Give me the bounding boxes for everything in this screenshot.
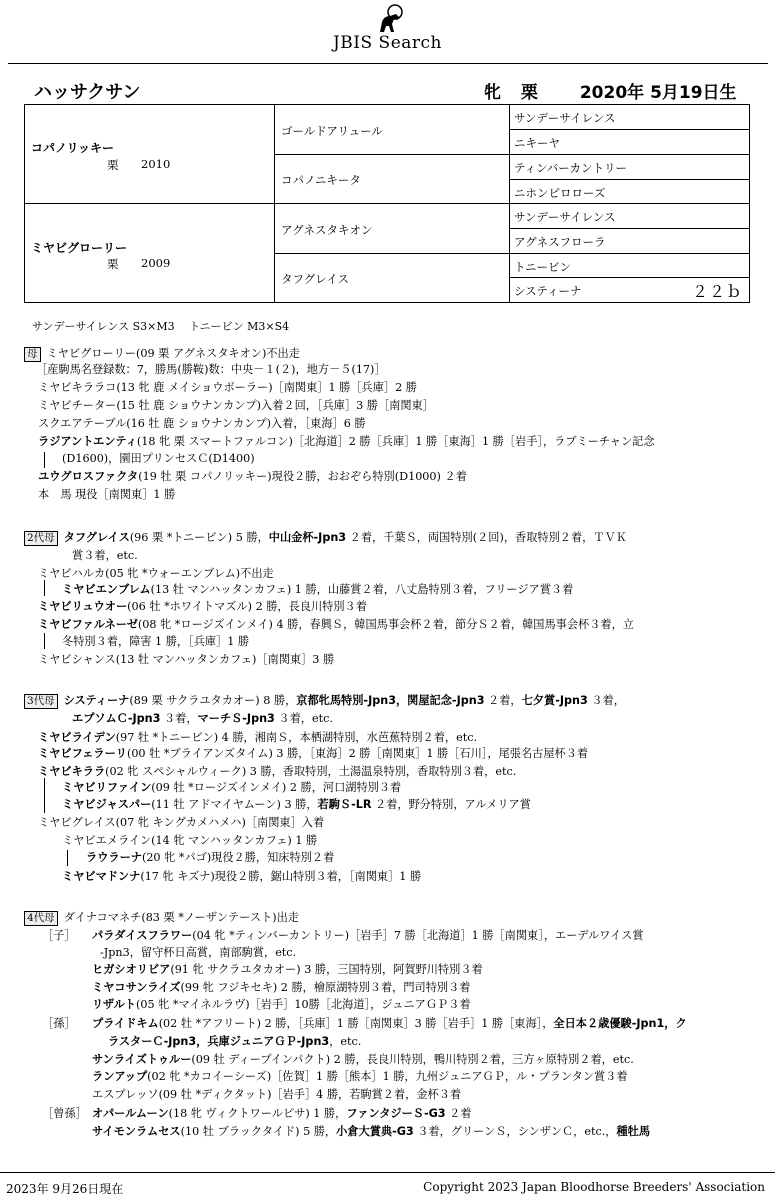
bold-text: 中山金杯-Jpn3 xyxy=(268,531,347,544)
record-line xyxy=(38,617,634,633)
horse-birth: 2020年 5月19日生 xyxy=(579,83,737,103)
bold-text: ミヤビリファイン xyxy=(62,781,152,794)
bold-text: 七夕賞-Jpn3 xyxy=(521,694,588,707)
g3-cell xyxy=(510,204,749,229)
generation-tag: 3代母 xyxy=(24,694,58,709)
record-text: ミヤビハルカ(05 牝 *ウォーエンブレム)不出走 xyxy=(38,567,274,580)
record-line xyxy=(24,530,627,546)
record-text: -Jpn3，留守杯日高賞，南部駒賞，etc. xyxy=(100,946,297,959)
bold-text: ユウグロスファクタ xyxy=(38,470,139,483)
record-text: (99 牝 フジキセキ) 2 勝，檜原湖特別３着，門司特別３着 xyxy=(180,981,471,994)
record-line xyxy=(62,634,249,650)
g3-name: サンデーサイレンス xyxy=(514,111,616,125)
sire-dam-name: コパノニキータ xyxy=(281,173,361,187)
horse-sex: 牝 xyxy=(484,83,501,103)
record-line xyxy=(38,398,434,414)
line-bracket xyxy=(44,580,45,596)
bold-text: ミヤビライデン xyxy=(38,731,116,744)
record-text: ３着，etc. xyxy=(274,712,333,725)
record-line xyxy=(38,469,467,485)
record-text: (05 牝 *マイネルラヴ)［岩手］10勝［北海道］，ジュニアＧＰ３着 xyxy=(135,998,471,1011)
record-line xyxy=(92,1124,650,1140)
g3-name: ニホンピロローズ xyxy=(514,186,606,200)
pedigree-table xyxy=(24,104,750,303)
jbis-logo xyxy=(0,4,775,54)
record-text: (17 牝 キズナ)現役２勝，鋸山特別３着，［南関東］1 勝 xyxy=(140,870,422,883)
sire-year: 2010 xyxy=(141,157,171,171)
record-line xyxy=(38,599,367,615)
record-line xyxy=(24,346,300,362)
record-line xyxy=(24,910,299,926)
record-line xyxy=(38,380,417,396)
record-text: ダイナコマネチ(83 栗 *ノーザンテースト)出走 xyxy=(63,911,299,924)
record-line xyxy=(108,1034,361,1050)
header-divider xyxy=(8,63,768,64)
record-text: 賞３着，etc. xyxy=(72,549,138,562)
record-text: ミヤビグローリー(09 栗 アグネスタキオン)不出走 xyxy=(46,347,300,360)
record-text: (18 牝 ヴィクトワールピサ) 1 勝， xyxy=(168,1107,347,1120)
record-line xyxy=(38,764,516,780)
line-bracket xyxy=(44,633,45,649)
bold-text: ラジアントエンティ xyxy=(38,435,137,448)
bold-text: タフグレイス xyxy=(63,531,130,544)
record-line xyxy=(92,928,644,944)
sire-cell xyxy=(25,105,275,204)
record-line xyxy=(42,1106,87,1122)
g3-name: アグネスフローラ xyxy=(514,235,606,249)
record-line xyxy=(36,362,386,378)
record-line xyxy=(72,711,333,727)
bold-text: ミヤビエンブレム xyxy=(62,583,151,596)
record-text: (08 牝 *ロージズインメイ) 4 勝，春興Ｓ，韓国馬事会杯２着，節分Ｓ２着，韓国馬事会杯３着，立 xyxy=(137,618,634,631)
dam-sire-name: アグネスタキオン xyxy=(281,223,373,237)
record-line xyxy=(100,945,296,961)
dam-cell xyxy=(25,204,275,302)
bold-text: ミヤビファルネーゼ xyxy=(38,618,138,631)
record-text: (02 牝 *カコイーシーズ)［佐賀］1 勝［熊本］1 勝，九州ジュニアＧＰ，ル・プランタン賞３着 xyxy=(147,1070,628,1083)
dam-name: ミヤビグローリー xyxy=(31,241,128,255)
record-text: (10 牡 ブラックタイド) 5 勝， xyxy=(180,1125,337,1138)
record-line xyxy=(86,850,334,866)
bold-text: ファンタジーＳ-G3 xyxy=(346,1107,446,1120)
record-text: ３着， xyxy=(160,712,198,725)
record-line xyxy=(92,980,471,996)
record-text: ，etc. xyxy=(329,1035,362,1048)
record-line xyxy=(38,652,334,668)
record-text: ［孫］ xyxy=(42,1017,76,1030)
bold-text: エプソムＣ-Jpn3 xyxy=(72,712,161,725)
generation-tag: 2代母 xyxy=(24,531,58,546)
record-text: (02 牝 スペシャルウィーク) 3 勝，香取特別，土湯温泉特別，香取特別３着，etc. xyxy=(105,765,517,778)
bold-text: サンライズトゥルー xyxy=(92,1053,192,1066)
record-line xyxy=(62,582,573,598)
record-line xyxy=(62,780,401,796)
horse-color: 栗 xyxy=(520,83,538,103)
dam-sire-cell xyxy=(275,204,510,254)
record-text: (02 牡 *アフリート) 2 勝，［兵庫］1 勝［南関東］3 勝［岩手］1 勝［東海］， xyxy=(158,1017,554,1030)
dam-color: 栗 xyxy=(107,257,119,271)
bold-text: 京都牝馬特別-Jpn3，関屋記念-Jpn3 xyxy=(296,694,485,707)
record-text: (11 牡 アドマイヤムーン) 3 勝， xyxy=(151,798,318,811)
record-text: スクエアテーブル(16 牡 鹿 ショウナンカンプ)入着，［東海］6 勝 xyxy=(38,417,366,430)
bold-text: マーチＳ-Jpn3 xyxy=(197,712,275,725)
record-line xyxy=(38,730,477,746)
g3-cell xyxy=(510,254,749,278)
family-number: ２２ｂ xyxy=(691,282,743,301)
record-text: ［子］ xyxy=(42,929,76,942)
record-text: ミヤビチーター(15 牡 鹿 ショウナンカンプ)入着２回，［兵庫］3 勝［南関東］ xyxy=(38,399,434,412)
record-line xyxy=(92,997,471,1013)
record-line xyxy=(62,451,255,467)
generation-tag: 母 xyxy=(24,347,41,362)
record-text: 冬特別３着，障害 1 勝，［兵庫］1 勝 xyxy=(62,635,250,648)
bold-text: ミヤビフェラーリ xyxy=(38,747,127,760)
generation-tag: 4代母 xyxy=(24,911,58,926)
bold-text: ミヤコサンライズ xyxy=(92,981,181,994)
record-text: ２着， xyxy=(484,694,522,707)
sire-sire-cell xyxy=(275,105,510,155)
record-text: ２着，千葉Ｓ，両国特別(２回)，香取特別２着，ＴＶＫ xyxy=(346,531,627,544)
record-text: (18 牝 栗 スマートファルコン)［北海道］2 勝［兵庫］1 勝［東海］1 勝［岩手］，ラブミーチャン記念 xyxy=(136,435,655,448)
bold-text: 若駒Ｓ-LR xyxy=(317,798,372,811)
record-line xyxy=(92,1106,472,1122)
footer-date: 2023年 9月26日現在 xyxy=(6,1182,124,1196)
record-text: ２着，野分特別，アルメリア賞 xyxy=(371,798,531,811)
bold-text: パラダイスフラワー xyxy=(92,929,193,942)
bold-text: システィーナ xyxy=(63,694,130,707)
line-bracket xyxy=(44,778,45,813)
record-text: (04 牝 *ティンバーカントリー)［岩手］7 勝［北海道］1 勝［南関東］，エーデルワイス賞 xyxy=(192,929,644,942)
record-line xyxy=(38,487,175,503)
record-line xyxy=(92,1016,687,1032)
record-text: ミヤビエメライン(14 牝 マンハッタンカフェ) 1 勝 xyxy=(62,834,318,847)
record-line xyxy=(92,962,483,978)
bold-text: ミヤビマドンナ xyxy=(62,870,141,883)
record-text: ３着，グリーンＳ，シンザンＣ，etc.， xyxy=(413,1125,617,1138)
g3-name: サンデーサイレンス xyxy=(514,210,616,224)
bold-text: ラスターＣ-Jpn3，兵庫ジュニアＧＰ-Jpn3 xyxy=(108,1035,330,1048)
g3-cell xyxy=(510,155,749,180)
g3-cell xyxy=(510,229,749,254)
g3-cell xyxy=(510,278,749,302)
bold-text: ヒガシオリビア xyxy=(92,963,171,976)
record-text: (89 栗 サクラユタカオー) 8 勝， xyxy=(129,694,297,707)
dam-dam-name: タフグレイス xyxy=(281,272,349,286)
record-line xyxy=(92,1087,461,1103)
g3-name: システィーナ xyxy=(514,284,582,298)
record-text: (96 栗 *トニービン) 5 勝， xyxy=(129,531,269,544)
record-line xyxy=(92,1052,634,1068)
record-text: ミヤビシャンス(13 牡 マンハッタンカフェ)［南関東］3 勝 xyxy=(38,653,335,666)
record-line xyxy=(62,797,531,813)
dam-dam-cell xyxy=(275,254,510,302)
sire-sire-name: ゴールドアリュール xyxy=(281,124,383,138)
line-bracket xyxy=(67,850,68,866)
record-text: (91 牝 サクラユタカオー) 3 勝，三国特別，阿賀野川特別３着 xyxy=(170,963,483,976)
sire-name: コパノリッキー xyxy=(31,141,115,155)
record-text: (09 牡 ディープインパクト) 2 勝，長良川特別，鴨川特別２着，三方ヶ原特別２着，etc. xyxy=(191,1053,634,1066)
record-text: (D1600)，園田プリンセスＣ(D1400) xyxy=(62,452,255,465)
g3-name: ティンバーカントリー xyxy=(514,161,628,175)
g3-cell xyxy=(510,105,749,130)
bold-text: ミヤビジャスパー xyxy=(62,798,152,811)
bold-text: サイモンラムセス xyxy=(92,1125,181,1138)
record-line xyxy=(92,1069,628,1085)
bold-text: リザルト xyxy=(92,998,136,1011)
sire-dam-cell xyxy=(275,155,510,204)
g3-name: トニービン xyxy=(514,260,572,274)
record-text: (09 牡 *ロージズインメイ) 2 勝，河口湖特別３着 xyxy=(151,781,402,794)
line-bracket xyxy=(44,452,45,468)
record-line xyxy=(38,746,588,762)
record-line xyxy=(38,434,655,450)
record-line xyxy=(62,833,317,849)
record-text: (06 牡 *ホワイトマズル) 2 勝，長良川特別３着 xyxy=(127,600,367,613)
g3-cell xyxy=(510,180,749,204)
record-line xyxy=(38,566,274,582)
inbreeding-line: サンデーサイレンス S3×M3 トニービン M3×S4 xyxy=(32,320,290,333)
record-line xyxy=(42,1016,76,1032)
record-text: (20 牝 *パゴ)現役２勝，知床特別２着 xyxy=(141,851,335,864)
record-line xyxy=(24,693,625,709)
record-text: ミヤビキララコ(13 牝 鹿 メイショウボーラー)［南関東］1 勝［兵庫］2 勝 xyxy=(38,381,417,394)
g3-name: ニキーヤ xyxy=(514,136,560,150)
horse-name: ハッサクサン xyxy=(34,82,141,103)
bold-text: 小倉大賞典-G3 xyxy=(336,1125,414,1138)
bold-text: ランアップ xyxy=(92,1070,148,1083)
bold-text: ラウラーナ xyxy=(86,851,142,864)
footer-copyright: Copyright 2023 Japan Bloodhorse Breeders' Association xyxy=(423,1180,765,1194)
record-text: (13 牡 マンハッタンカフェ) 1 勝，山藤賞２着，八丈島特別３着，フリージア賞３着 xyxy=(150,583,574,596)
record-text: ２着 xyxy=(445,1107,472,1120)
record-text: エスプレッソ(09 牡 *ディクタット)［岩手］4 勝，若駒賞２着，金杯３着 xyxy=(92,1088,462,1101)
footer-divider xyxy=(0,1172,775,1173)
g3-cell xyxy=(510,130,749,155)
dam-year: 2009 xyxy=(141,256,171,270)
record-line xyxy=(38,416,366,432)
bold-text: オパールムーン xyxy=(92,1107,169,1120)
bold-text: ミヤビキララ xyxy=(38,765,106,778)
bold-text: ミヤビリュウオー xyxy=(38,600,128,613)
horse-info xyxy=(484,78,751,103)
sire-color: 栗 xyxy=(107,158,119,172)
bold-text: 全日本２歳優駿-Jpn1，ク xyxy=(553,1017,687,1030)
logo-text: JBIS Search xyxy=(332,33,442,53)
record-text: ミヤビグレイス(07 牝 キングカメハメハ)［南関東］入着 xyxy=(38,816,325,829)
record-text: (00 牡 *ブライアンズタイム) 3 勝，［東海］2 勝［南関東］1 勝［石川］，尾張名古屋杯３着 xyxy=(126,747,589,760)
record-text: ［産駒馬名登録数：7，勝馬(勝鞍)数：中央－１(２)，地方－５(17)］ xyxy=(36,363,386,376)
record-text: 本 馬 現役［南関東］1 勝 xyxy=(38,488,176,501)
horse-rider-icon xyxy=(370,4,410,36)
record-text: ［曾孫］ xyxy=(42,1107,87,1120)
record-line xyxy=(72,548,138,564)
record-text: (97 牡 *トニービン) 4 勝，湘南Ｓ，本栖湖特別，水芭蕉特別２着，etc. xyxy=(115,731,478,744)
bold-text: 種牡馬 xyxy=(616,1125,651,1138)
record-line xyxy=(38,815,324,831)
record-text: ３着， xyxy=(587,694,625,707)
record-line xyxy=(42,928,76,944)
record-text: (19 牡 栗 コパノリッキー)現役２勝，おおぞら特別(D1000) ２着 xyxy=(138,470,467,483)
record-line xyxy=(62,869,421,885)
bold-text: プライドキム xyxy=(92,1017,159,1030)
